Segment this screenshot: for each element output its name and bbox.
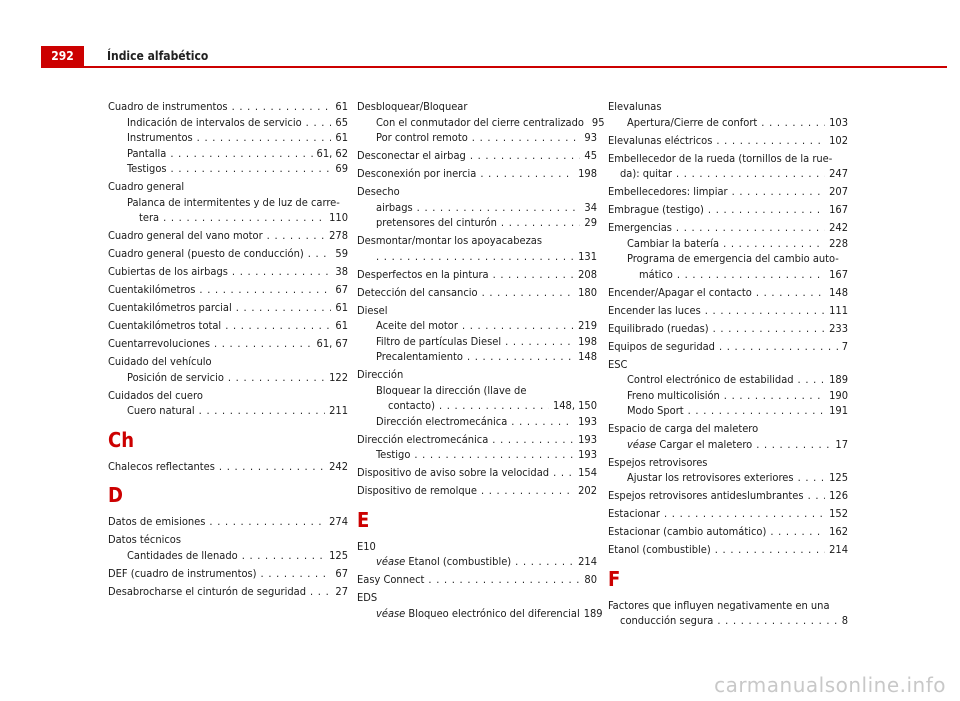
index-entry: Embellecedor de la rueda (tornillos de la rue- bbox=[608, 151, 833, 165]
index-entry: Etanol (combustible) . . . 214 bbox=[608, 542, 848, 558]
index-entry: Dispositivo de aviso sobre la velocidad . . . 154 bbox=[357, 465, 597, 481]
header-rule bbox=[41, 66, 947, 68]
index-column-3 bbox=[608, 99, 848, 631]
index-entry: Embellecedores: limpiar . . . 207 bbox=[608, 184, 848, 200]
index-subentry: pretensores del cinturón . . . 29 bbox=[357, 215, 597, 231]
index-subentry: Modo Sport . . . 191 bbox=[608, 403, 848, 419]
index-entry: DEF (cuadro de instrumentos) . . . 67 bbox=[108, 566, 348, 582]
index-entry: Cuadro de instrumentos . . . 61 bbox=[108, 99, 348, 115]
index-subentry: Indicación de intervalos de servicio . . . 65 bbox=[108, 115, 348, 131]
section-letter: E bbox=[357, 507, 370, 532]
index-subentry: Con el conmutador del cierre centralizado 95 bbox=[376, 115, 605, 129]
see-reference: véase bbox=[376, 606, 406, 620]
index-subentry: Dirección electromecánica . . . 193 bbox=[357, 414, 597, 430]
index-subentry: Precalentamiento . . . 148 bbox=[357, 349, 597, 365]
index-entry: Espejos retrovisores bbox=[608, 455, 708, 469]
index-entry: Equilibrado (ruedas) . . . 233 bbox=[608, 321, 848, 337]
index-subentry: airbags . . . 34 bbox=[357, 200, 597, 216]
index-subentry: Pantalla . . . 61, 62 bbox=[108, 146, 348, 162]
index-subentry: Apertura/Cierre de confort . . . 103 bbox=[608, 115, 848, 131]
index-subentry: Posición de servicio . . . 122 bbox=[108, 370, 348, 386]
index-subentry: Por control remoto . . . 93 bbox=[357, 130, 597, 146]
index-subentry: Palanca de intermitentes y de luz de carre- bbox=[127, 195, 340, 209]
index-subentry: . . . 131 bbox=[357, 249, 597, 265]
index-entry: Elevalunas eléctricos . . . 102 bbox=[608, 133, 848, 149]
index-entry: Cuentakilómetros total . . . 61 bbox=[108, 318, 348, 334]
index-subentry: véase Cargar el maletero . . . 17 bbox=[608, 437, 848, 453]
index-entry: Datos de emisiones . . . 274 bbox=[108, 514, 348, 530]
index-subentry: Cuero natural . . . 211 bbox=[108, 403, 348, 419]
index-subentry: Bloquear la dirección (llave de bbox=[376, 383, 527, 397]
index-entry: Desconectar el airbag . . . 45 bbox=[357, 148, 597, 164]
index-entry: Factores que influyen negativamente en una bbox=[608, 598, 830, 612]
index-entry: Chalecos reflectantes . . . 242 bbox=[108, 459, 348, 475]
index-entry: Equipos de seguridad . . . 7 bbox=[608, 339, 848, 355]
index-entry: EDS bbox=[357, 591, 378, 604]
see-reference: véase bbox=[627, 437, 657, 451]
index-entry: Encender las luces . . . 111 bbox=[608, 303, 848, 319]
index-entry: Detección del cansancio . . . 180 bbox=[357, 285, 597, 301]
index-entry: Cubiertas de los airbags . . . 38 bbox=[108, 264, 348, 280]
index-subentry: Cantidades de llenado . . . 125 bbox=[108, 548, 348, 564]
index-subentry: Cambiar la batería . . . 228 bbox=[608, 236, 848, 252]
index-subentry: Aceite del motor . . . 219 bbox=[357, 318, 597, 334]
index-entry: Desecho bbox=[357, 185, 400, 198]
index-entry: Desmontar/montar los apoyacabezas bbox=[357, 234, 543, 247]
index-entry: Dispositivo de remolque . . . 202 bbox=[357, 483, 597, 499]
page-title: Índice alfabético bbox=[107, 49, 209, 63]
index-subentry: Control electrónico de estabilidad . . . 189 bbox=[608, 372, 848, 388]
index-column-1 bbox=[108, 99, 348, 602]
index-subentry: Testigos . . . 69 bbox=[108, 161, 348, 177]
index-entry: Estacionar (cambio automático) . . . 162 bbox=[608, 524, 848, 540]
index-entry: Easy Connect . . . 80 bbox=[357, 572, 597, 588]
section-letter: D bbox=[108, 483, 123, 507]
section-letter: F bbox=[608, 566, 621, 591]
index-subentry: Ajustar los retrovisores exteriores . . . 125 bbox=[608, 470, 848, 486]
page-header bbox=[41, 46, 947, 68]
watermark: carmanualsonline.info bbox=[714, 673, 946, 697]
index-entry: Desbloquear/Bloquear bbox=[357, 100, 468, 113]
index-entry: Datos técnicos bbox=[108, 533, 181, 546]
index-entry: Desconexión por inercia . . . 198 bbox=[357, 166, 597, 182]
index-entry: Cuentarrevoluciones . . . 61, 67 bbox=[108, 336, 348, 352]
index-subentry: Instrumentos . . . 61 bbox=[108, 130, 348, 146]
index-entry: da): quitar . . . 247 bbox=[608, 166, 848, 182]
index-entry: Cuadro general (puesto de conducción) . . . 59 bbox=[108, 246, 348, 262]
index-subentry: Filtro de partículas Diesel . . . 198 bbox=[357, 334, 597, 350]
index-entry: Cuidados del cuero bbox=[108, 388, 203, 402]
index-entry: Desabrocharse el cinturón de seguridad . . . 27 bbox=[108, 584, 348, 600]
index-entry: Encender/Apagar el contacto . . . 148 bbox=[608, 285, 848, 301]
index-subentry: véase Bloqueo electrónico del diferencial 189 bbox=[376, 606, 603, 620]
index-entry: Cuadro general del vano motor . . . 278 bbox=[108, 228, 348, 244]
index-entry: Espacio de carga del maletero bbox=[608, 422, 759, 435]
index-subentry: Programa de emergencia del cambio auto- bbox=[627, 252, 839, 265]
index-entry: ESC bbox=[608, 357, 628, 371]
index-subentry: tera . . . 110 bbox=[108, 210, 348, 226]
index-entry: Cuadro general bbox=[108, 180, 185, 193]
index-subentry: contacto) . . . 148, 150 bbox=[357, 398, 597, 414]
index-subentry: Testigo . . . 193 bbox=[357, 447, 597, 463]
index-entry: Elevalunas bbox=[608, 100, 662, 113]
index-entry: conducción segura . . . 8 bbox=[608, 613, 848, 629]
index-entry: Dirección electromecánica . . . 193 bbox=[357, 432, 597, 448]
index-entry: Cuentakilómetros . . . 67 bbox=[108, 282, 348, 298]
index-entry: Cuentakilómetros parcial . . . 61 bbox=[108, 300, 348, 316]
index-entry: Desperfectos en la pintura . . . 208 bbox=[357, 267, 597, 283]
index-entry: Emergencias . . . 242 bbox=[608, 220, 848, 236]
index-entry: Diesel bbox=[357, 303, 388, 317]
index-entry: Estacionar . . . 152 bbox=[608, 506, 848, 522]
index-entry: Espejos retrovisores antideslumbrantes . . . 126 bbox=[608, 488, 848, 504]
index-subentry: véase Etanol (combustible) . . . 214 bbox=[357, 554, 597, 570]
index-entry: Dirección bbox=[357, 368, 404, 381]
index-subentry: Freno multicolisión . . . 190 bbox=[608, 388, 848, 404]
page-number: 292 bbox=[41, 46, 84, 67]
index-column-2 bbox=[357, 99, 605, 624]
index-subentry: mático . . . 167 bbox=[608, 267, 848, 283]
see-reference: véase bbox=[376, 555, 406, 568]
section-letter: Ch bbox=[108, 427, 135, 452]
index-entry: Cuidado del vehículo bbox=[108, 355, 212, 368]
index-entry: Embrague (testigo) . . . 167 bbox=[608, 202, 848, 218]
index-entry: E10 bbox=[357, 539, 376, 553]
